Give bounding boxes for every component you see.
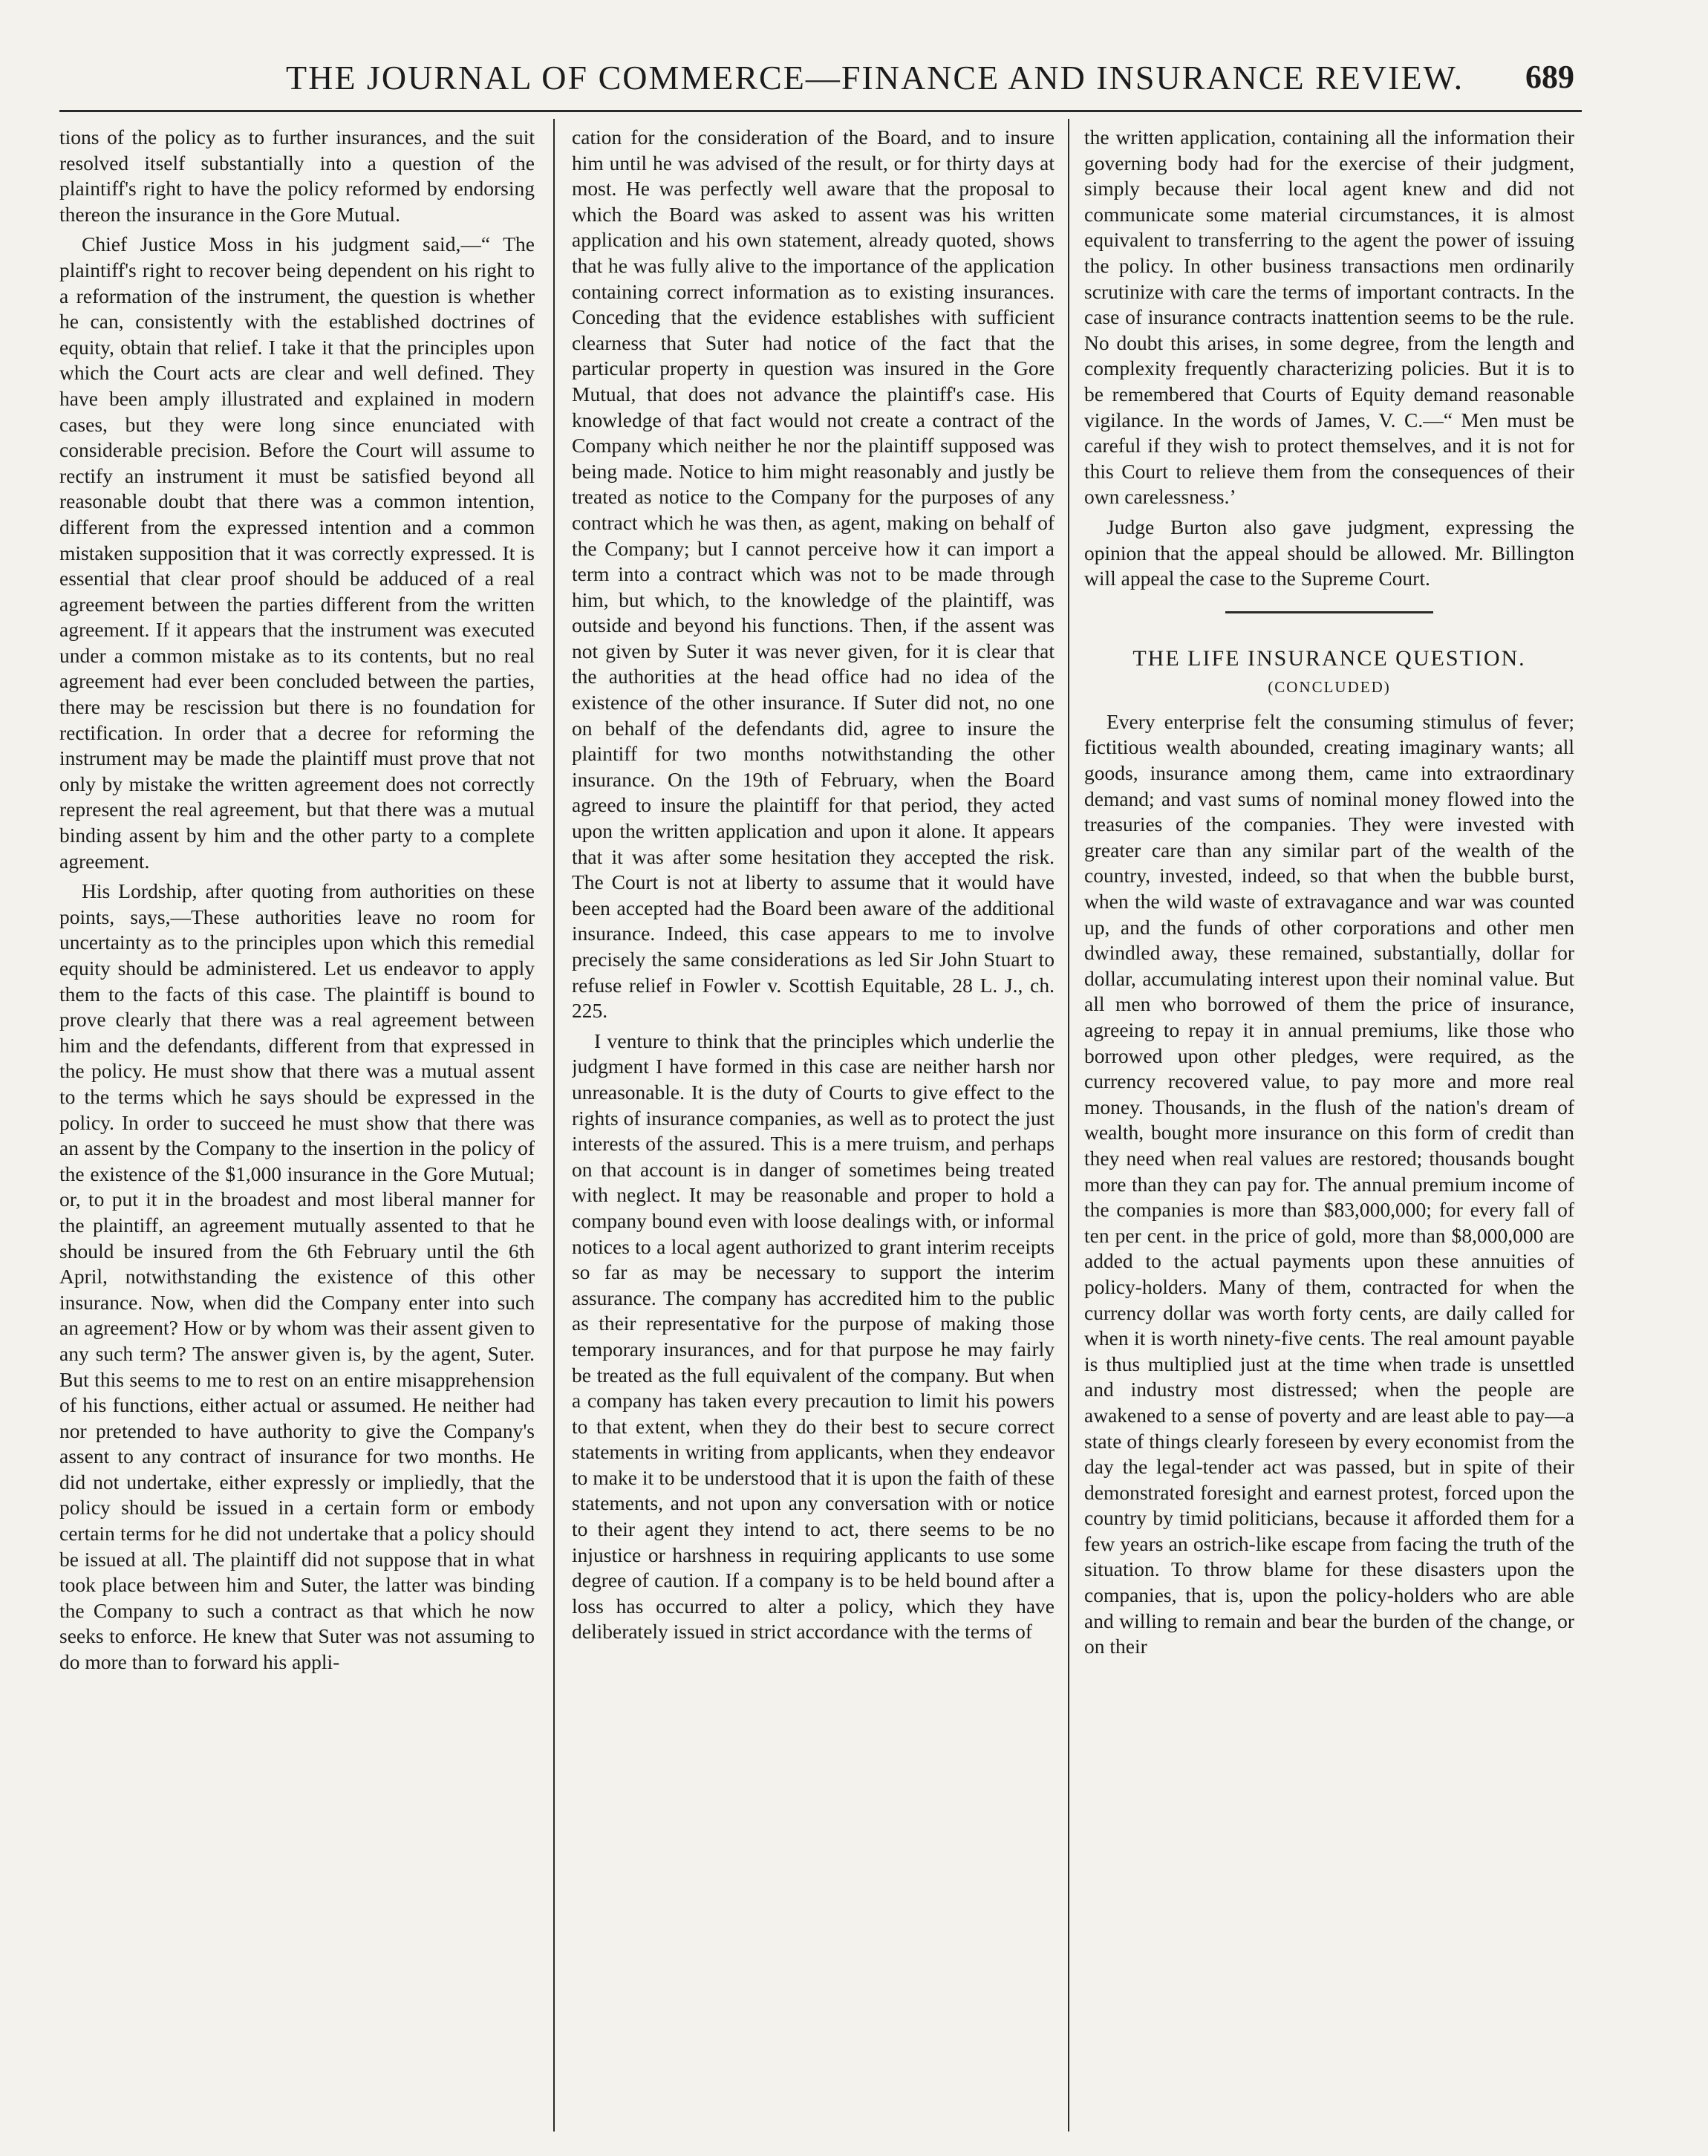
paragraph: cation for the consideration of the Board, and to insure him until he was advised of the result, or for thirty days at most. He was perfectly well aware that the proposal to which the Board was asked to assent was his written application and his own statement, already quoted, shows that he was fully alive to the importance of the application containing correct information as to existing insurances. Conceding that the evidence establishes with sufficient clearness that Suter had notice of the fact that the particular property in question was insured in the Gore Mutual, that does not advance the plaintiff's case. His knowledge of that fact would not create a contract of the Company which neither he nor the plaintiff supposed was being made. Notice to him might reasonably and justly be treated as notice to the Company for the purposes of any contract which he was then, as agent, making on behalf of the Company; but I cannot perceive how it can import a term into a contract which was not to be made through him, but which, to the knowledge of the plaintiff, was outside and beyond his functions. Then, if the assent was not given by Suter it was never given, for it is clear that the authorities at the head office had no idea of the existence of the other insurance. If Suter did not, no one on behalf of the defendants did, agree to insure the plaintiff for two months notwithstanding the other insurance. On the 19th of February, when the Board agreed to insure the plaintiff for that period, they acted upon the written application and upon it alone. It appears that it was after some hesitation they accepted the risk. The Court is not at liberty to assume that it would have been accepted had the Board been aware of the additional insurance. Indeed, this case appears to me to involve precisely the same considerations as led Sir John Stuart to refuse relief in Fowler v. Scottish Equitable, 28 L. J., ch. 225. [572, 126, 1055, 1023]
column-divider [1068, 119, 1069, 2131]
header-rule [59, 110, 1582, 112]
paragraph: Judge Burton also gave judgment, expressing the opinion that the appeal should be allowed. Mr. Billington will appeal the case to the Supreme Court. [1084, 515, 1574, 590]
column-divider [553, 119, 555, 2131]
paragraph: tions of the policy as to further insurances, and the suit resolved itself substantially into a question of the plaintiff's right to have the policy reformed by endorsing thereon the insurance in the Gore Mutual. [59, 126, 535, 226]
page-number: 689 [1525, 59, 1574, 95]
section-divider [1225, 611, 1433, 613]
paragraph: Chief Justice Moss in his judgment said,—“ The plaintiff's right to recover being dependent on his right to a reformation of the instrument, the question is whether he can, consistently with the established doctrines of equity, obtain that relief. I take it that the principles upon which the Court acts are clear and well defined. They have been amply illustrated and explained in modern cases, but they were long since enunciated with considerable precision. Before the Court will assume to rectify an instrument it must be satisfied beyond all reasonable doubt that there was a common intention, different from the expressed intention and a common mistaken supposition that it was correctly expressed. It is essential that clear proof should be adduced of a real agreement between the parties different from the written agreement. If it appears that the instrument was executed under a common mistake as to its contents, but no real agreement had ever been concluded between the parties, there may be rescission but there is no foundation for rectification. In order that a decree for reforming the instrument may be made the plaintiff must prove that not only by mistake the written agreement does not correctly represent the real agreement, but that there was a mutual binding assent by him and the other party to a complete agreement. [59, 232, 535, 873]
page-header-title: THE JOURNAL OF COMMERCE—FINANCE AND INSURANCE REVIEW. [286, 59, 1464, 97]
paragraph: His Lordship, after quoting from authorities on these points, says,—These authorities leave no room for uncertainty as to the principles upon which this remedial equity should be administered. Let us endeavor to apply them to the facts of this case. The plaintiff is bound to prove clearly that there was a real agreement between him and the defendants, different from that expressed in the policy. He must show that there was a mutual assent to the terms which he says should be expressed in the policy. In order to succeed he must show that there was an assent by the Company to the insertion in the policy of the existence of the $1,000 insurance in the Gore Mutual; or, to put it in the broadest and most liberal manner for the plaintiff, an agreement mutually assented to that he should be insured from the 6th February until the 6th April, notwithstanding the existence of this other insurance. Now, when did the Company enter into such an agreement? How or by whom was their assent given to any such term? The answer given is, by the agent, Suter. But this seems to me to rest on an entire misapprehension of his functions, either actual or assumed. He neither had nor pretended to have authority to give the Company's assent to any contract of insurance for two months. He did not undertake, either expressly or impliedly, that the policy should be issued in a certain form or embody certain terms for he did not undertake that a policy should be issued at all. The plaintiff did not suppose that in what took place between him and Suter, the latter was binding the Company to such a contract as that which he now seeks to enforce. He knew that Suter was not assuming to do more than to forward his appli- [59, 879, 535, 1674]
paragraph: Every enterprise felt the consuming stimulus of fever; fictitious wealth abounded, creating imaginary wants; all goods, insurance among them, came into extraordinary demand; and vast sums of nominal money flowed into the treasuries of the companies. They were invested with greater care than any similar part of the wealth of the country, invested, indeed, so that when the bubble burst, when the wild waste of extravagance and war was counted up, and the funds of other corporations and other men dwindled away, these remained, substantially, dollar for dollar, accumulating interest upon their nominal value. But all men who borrowed of them the price of insurance, agreeing to repay it in annual premiums, like those who borrowed upon other pledges, were required, as the currency recovered value, to pay more and more real money. Thousands, in the flush of the nation's dream of wealth, bought more insurance on this form of credit than they need when real values are restored; thousands bought more than they can pay for. The annual premium income of the companies is more than $83,000,000; for every fall of ten per cent. in the price of gold, more than $8,000,000 are added to the actual payments upon these annuities of policy-holders. Many of them, contracted for when the currency dollar was worth forty cents, are daily called for when it is worth ninety-five cents. The real amount payable is thus multiplied just at the time when trade is unsettled and industry most distressed; when the people are awakened to a sense of poverty and are least able to pay—a state of things clearly foreseen by every economist from the day the legal-tender act was passed, but in spite of their demonstrated foresight and earnest protest, forced upon the country by timid politicians, because it afforded them for a few years an ostrich-like escape from facing the truth of the situation. To throw blame for these disasters upon the companies, that is, upon the policy-holders who are able and willing to remain and bear the burden of the change, or on their [1084, 709, 1574, 1658]
section-subtitle: (CONCLUDED) [1268, 678, 1391, 697]
column-1 [59, 125, 535, 2126]
paragraph: the written application, containing all the information their governing body had for the exercise of their judgment, simply because their local agent knew and did not communicate some material circumstances, it is almost equivalent to transferring to the agent the power of issuing the policy. In other business transactions men ordinarily scrutinize with care the terms of important contracts. In the case of insurance contracts inattention seems to be the rule. No doubt this arises, in some degree, from the length and complexity frequently characterizing policies. But it is to be remembered that Courts of Equity demand reasonable vigilance. In the words of James, V. C.—“ Men must be careful if they wish to protect themselves, and it is not for this Court to relieve them from the consequences of their own carelessness.’ [1084, 126, 1574, 509]
column-2 [572, 125, 1055, 2126]
column-3 [1084, 125, 1574, 2126]
section-title: THE LIFE INSURANCE QUESTION. [1132, 645, 1526, 671]
paragraph: I venture to think that the principles which underlie the judgment I have formed in this case are neither harsh nor unreasonable. It is the duty of Courts to give effect to the rights of insurance companies, as well as to protect the just interests of the assured. This is a mere truism, and perhaps on that account is in danger of sometimes being treated with neglect. It may be reasonable and proper to hold a company bound even with loose dealings with, or informal notices to a local agent authorized to grant interim receipts so far as may be necessary to support the interim assurance. The company has accredited him to the public as their representative for the purpose of making those temporary insurances, and for that purpose he may fairly be treated as the full equivalent of the company. But when a company has taken every precaution to limit his powers to that extent, when they do their best to secure correct statements in writing from applicants, when they endeavor to make it to be understood that it is upon the faith of these statements, and not upon any conversation with or notice to their agent they intend to act, there seems to be no injustice or harshness in requiring applicants to use some degree of caution. If a company is to be held bound after a loss has occurred to alter a policy, which they have deliberately issued in strict accordance with the terms of [572, 1029, 1055, 1644]
